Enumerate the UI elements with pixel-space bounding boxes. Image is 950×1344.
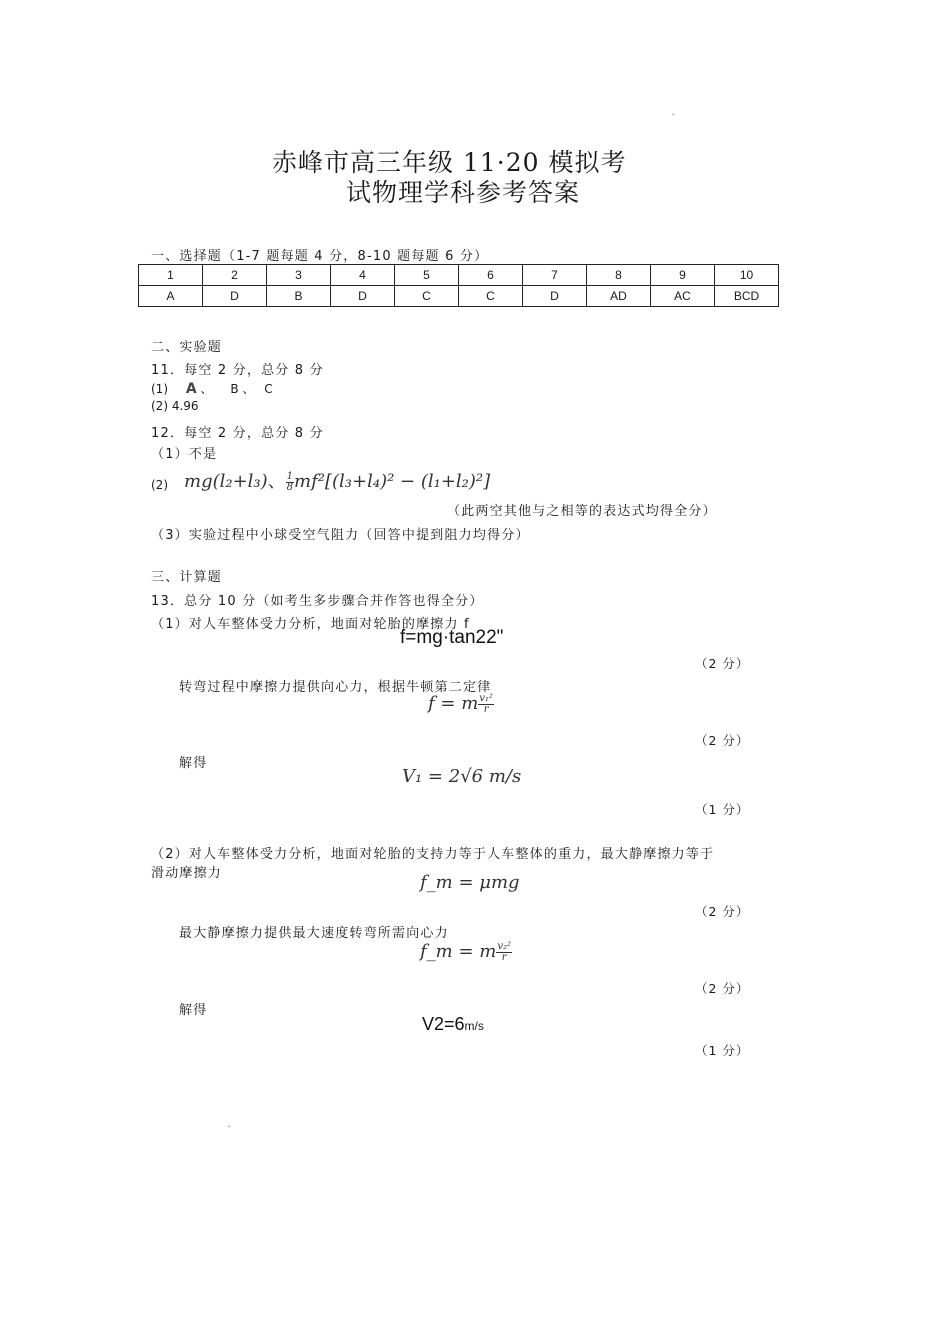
q11-separator: 、 bbox=[242, 382, 255, 396]
question-number-cell: 4 bbox=[331, 265, 395, 286]
equation-friction: f=mg·tan22" bbox=[400, 627, 504, 648]
q11-answer-c: C bbox=[264, 382, 273, 396]
q11-part1-label: (1) bbox=[151, 382, 168, 396]
q13-part1-intro: （1）对人车整体受力分析，地面对轮胎的摩擦力 f bbox=[151, 617, 470, 632]
title-line-2: 试物理学科参考答案 bbox=[346, 178, 581, 207]
section2-heading: 二、实验题 bbox=[151, 340, 223, 355]
answer-cell: BCD bbox=[715, 286, 779, 307]
q12-part1: （1）不是 bbox=[151, 447, 218, 462]
equation-max-friction: f_m = μmg bbox=[420, 872, 520, 893]
equation-v1: V₁ = 2√6 m/s bbox=[402, 766, 522, 787]
q11-answer-b: B bbox=[230, 382, 239, 396]
question-number-cell: 1 bbox=[139, 265, 203, 286]
q12-part3: （3）实验过程中小球受空气阻力（回答中提到阻力均得分） bbox=[151, 528, 530, 543]
answer-cell: C bbox=[395, 286, 459, 307]
section1-heading: 一、选择题（1-7 题每题 4 分，8-10 题每题 6 分） bbox=[151, 249, 489, 264]
q13-text-centripetal: 转弯过程中摩擦力提供向心力，根据牛顿第二定律 bbox=[179, 680, 492, 695]
equation-max-centripetal bbox=[420, 941, 512, 963]
score-label: （2 分） bbox=[695, 733, 750, 748]
equation-max-centripetal-numerator: v₂² bbox=[497, 940, 511, 952]
q12-fraction-denominator: 8 bbox=[286, 481, 294, 493]
q12-fraction-numerator: 1 bbox=[286, 470, 294, 482]
q12-formula-part-b: mf²[(l₃+l₄)² − (l₁+l₂)²] bbox=[294, 471, 491, 492]
equation-v2 bbox=[422, 1014, 484, 1035]
answer-cell: AC bbox=[651, 286, 715, 307]
q12-formula-part-a: mg(l₂+l₃) bbox=[184, 471, 268, 492]
answer-cell: D bbox=[203, 286, 267, 307]
q11-separator: 、 bbox=[200, 382, 213, 396]
equation-centripetal bbox=[428, 693, 494, 715]
equation-v2-unit: m/s bbox=[464, 1019, 484, 1033]
question-number-cell: 6 bbox=[459, 265, 523, 286]
answer-table-number-row bbox=[139, 265, 779, 286]
question-number-cell: 3 bbox=[267, 265, 331, 286]
answer-cell: B bbox=[267, 286, 331, 307]
equation-v2-value: V2=6 bbox=[422, 1014, 465, 1034]
score-label: （2 分） bbox=[695, 904, 750, 919]
q11-part2: (2) 4.96 bbox=[151, 399, 199, 413]
question-number-cell: 8 bbox=[587, 265, 651, 286]
answer-cell: AD bbox=[587, 286, 651, 307]
answer-table bbox=[138, 264, 779, 307]
q13-part2-intro-line2: 滑动摩擦力 bbox=[151, 866, 223, 881]
q13-text-max-speed: 最大静摩擦力提供最大速度转弯所需向心力 bbox=[179, 926, 449, 941]
header-mark: " bbox=[672, 113, 675, 120]
q12-note: （此两空其他与之相等的表达式均得全分） bbox=[447, 504, 717, 519]
answer-cell: D bbox=[331, 286, 395, 307]
section3-heading: 三、计算题 bbox=[151, 570, 223, 585]
q13-solve-2: 解得 bbox=[179, 1003, 208, 1018]
q13-part2-intro-line1: （2）对人车整体受力分析，地面对轮胎的支持力等于人车整体的重力，最大静摩擦力等于 bbox=[151, 847, 715, 862]
score-label: （2 分） bbox=[695, 981, 750, 996]
answer-cell: A bbox=[139, 286, 203, 307]
q12-formula: mg(l₂+l₃)、 $\frac{1}{8}$ mf²[(l₃+l₄)² − (l₁+l₂)²] bbox=[184, 470, 491, 493]
question-number-cell: 7 bbox=[523, 265, 587, 286]
footer-mark: " bbox=[228, 1125, 231, 1132]
q13-solve-1: 解得 bbox=[179, 756, 208, 771]
equation-centripetal-denominator: r bbox=[483, 703, 489, 715]
q12-title: 12．每空 2 分，总分 8 分 bbox=[151, 426, 324, 441]
q11-part1 bbox=[151, 380, 273, 397]
score-label: （1 分） bbox=[695, 802, 750, 817]
equation-max-centripetal-denominator: r bbox=[501, 951, 507, 963]
q11-answer-a: A bbox=[185, 381, 197, 397]
question-number-cell: 10 bbox=[715, 265, 779, 286]
q13-title: 13．总分 10 分（如考生多步骤合并作答也得全分） bbox=[151, 594, 484, 609]
title-line-1: 赤峰市高三年级 11·20 模拟考 bbox=[272, 148, 627, 177]
question-number-cell: 9 bbox=[651, 265, 715, 286]
question-number-cell: 5 bbox=[395, 265, 459, 286]
q11-title: 11．每空 2 分，总分 8 分 bbox=[151, 363, 324, 378]
score-label: （2 分） bbox=[695, 656, 750, 671]
q12-part2-label: (2) bbox=[151, 478, 168, 492]
answer-cell: D bbox=[523, 286, 587, 307]
answer-cell: C bbox=[459, 286, 523, 307]
answer-table-answer-row bbox=[139, 286, 779, 307]
equation-max-centripetal-lhs: f_m = m bbox=[420, 941, 497, 962]
equation-centripetal-lhs: f = m bbox=[428, 693, 479, 714]
equation-centripetal-numerator: v₁² bbox=[479, 692, 493, 704]
question-number-cell: 2 bbox=[203, 265, 267, 286]
score-label: （1 分） bbox=[695, 1043, 750, 1058]
